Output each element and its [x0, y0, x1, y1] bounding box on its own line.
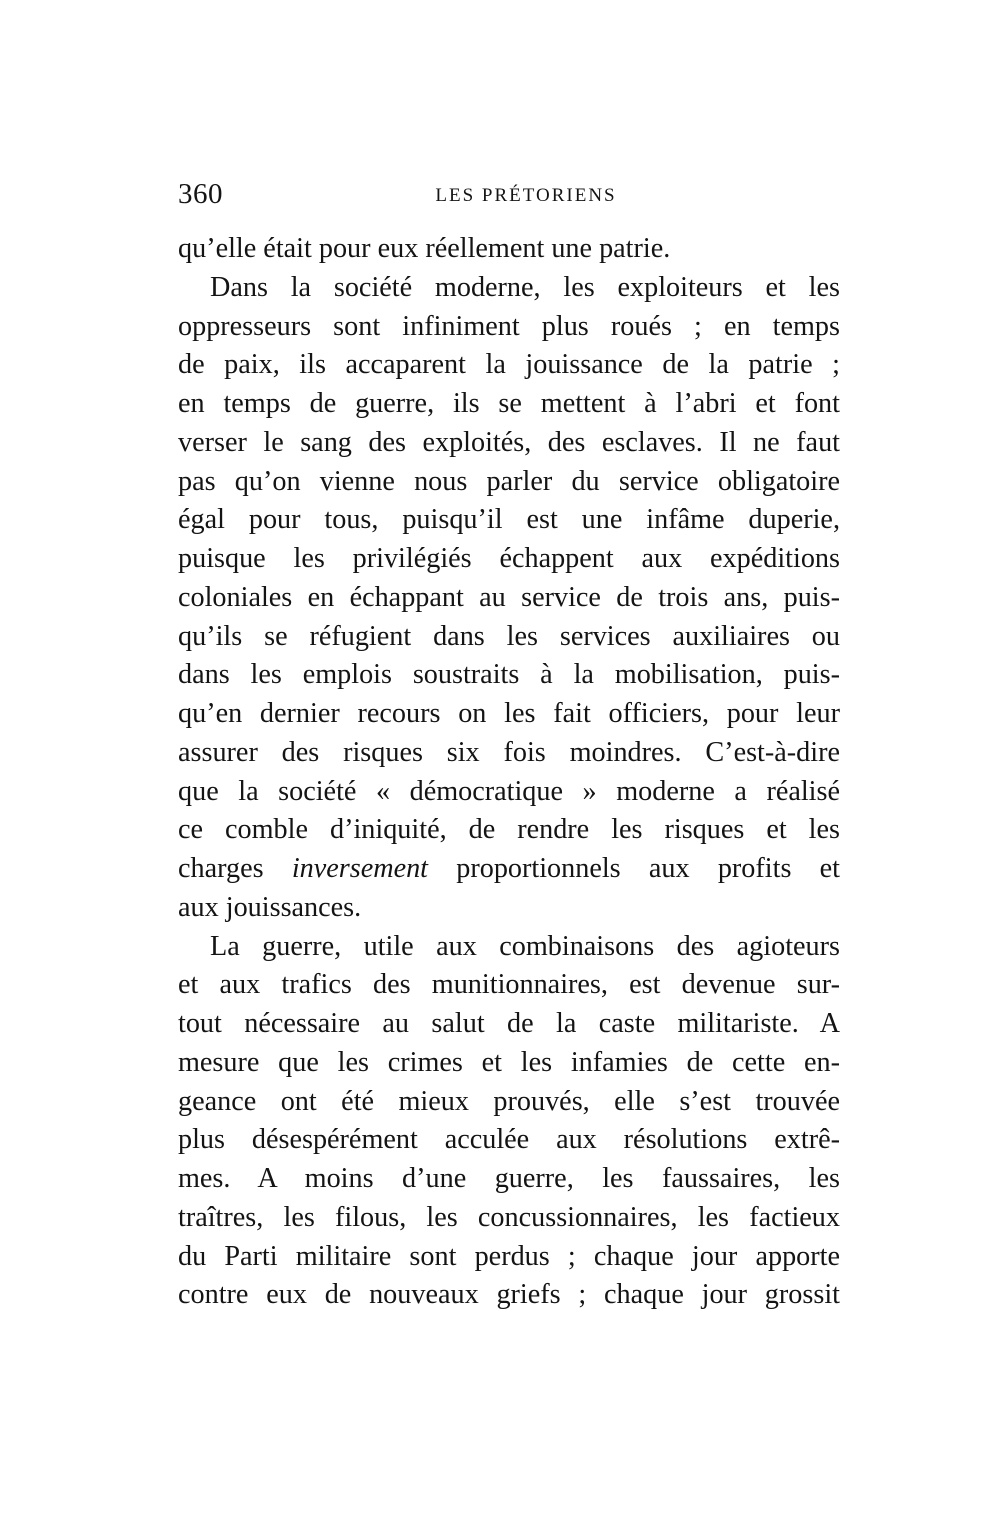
text-line: La guerre, utile aux combinaisons des agioteurs [210, 930, 840, 962]
text-line: contre eux de nouveaux griefs ; chaque jour grossit [178, 1279, 840, 1311]
text-line: pas qu’on vienne nous parler du service obligatoire [178, 465, 840, 497]
text-line: mesure que les crimes et les infamies de cette en- [178, 1046, 840, 1078]
text-line: assurer des risques six fois moindres. C’est-à-dire [178, 736, 840, 768]
text-line: et aux trafics des munitionnaires, est devenue sur- [178, 969, 840, 1001]
emphasized-word: inversement [291, 853, 429, 884]
text-line: mes. A moins d’une guerre, les faussaires, les [178, 1163, 840, 1194]
text-fragment: proportionnels aux profits et [456, 853, 840, 884]
text-line: qu’ils se réfugient dans les services auxiliaires ou [178, 620, 840, 652]
text-line: du Parti militaire sont perdus ; chaque jour apporte [178, 1240, 840, 1272]
text-line: qu’en dernier recours on les fait officiers, pour leur [178, 698, 840, 729]
text-line: qu’elle était pour eux réellement une patrie. [178, 233, 671, 264]
text-line: égal pour tous, puisqu’il est une infâme duperie, [178, 504, 840, 536]
text-fragment: charges [178, 853, 264, 884]
text-line: aux jouissances. [178, 891, 362, 923]
text-line: en temps de guerre, ils se mettent à l’abri et font [178, 388, 840, 419]
book-page [178, 178, 840, 1315]
text-line: dans les emplois soustraits à la mobilisation, puis- [178, 659, 840, 691]
text-line: de paix, ils accaparent la jouissance de la patrie ; [178, 349, 840, 381]
text-line-with-emphasis [178, 850, 840, 889]
text-line: oppresseurs sont infiniment plus roués ; en temps [178, 310, 840, 342]
text-line: ce comble d’iniquité, de rendre les risques et les [178, 814, 840, 846]
text-line: tout nécessaire au salut de la caste militariste. A [178, 1008, 840, 1039]
text-line: Dans la société moderne, les exploiteurs et les [210, 271, 840, 303]
text-line: verser le sang des exploités, des esclaves. Il ne faut [178, 426, 840, 458]
text-line: puisque les privilégiés échappent aux expéditions [178, 543, 840, 574]
text-line: plus désespérément acculée aux résolutions extrê- [178, 1124, 840, 1156]
page-number: 360 [178, 178, 223, 210]
running-title: LES PRÉTORIENS [435, 185, 617, 206]
body-text [178, 230, 840, 1315]
text-line: que la société « démocratique » moderne a réalisé [178, 775, 840, 807]
running-head [178, 178, 840, 218]
text-line: coloniales en échappant au service de trois ans, puis- [178, 581, 840, 613]
text-line: geance ont été mieux prouvés, elle s’est trouvée [178, 1085, 840, 1117]
text-line: traîtres, les filous, les concussionnaires, les factieux [178, 1201, 840, 1233]
